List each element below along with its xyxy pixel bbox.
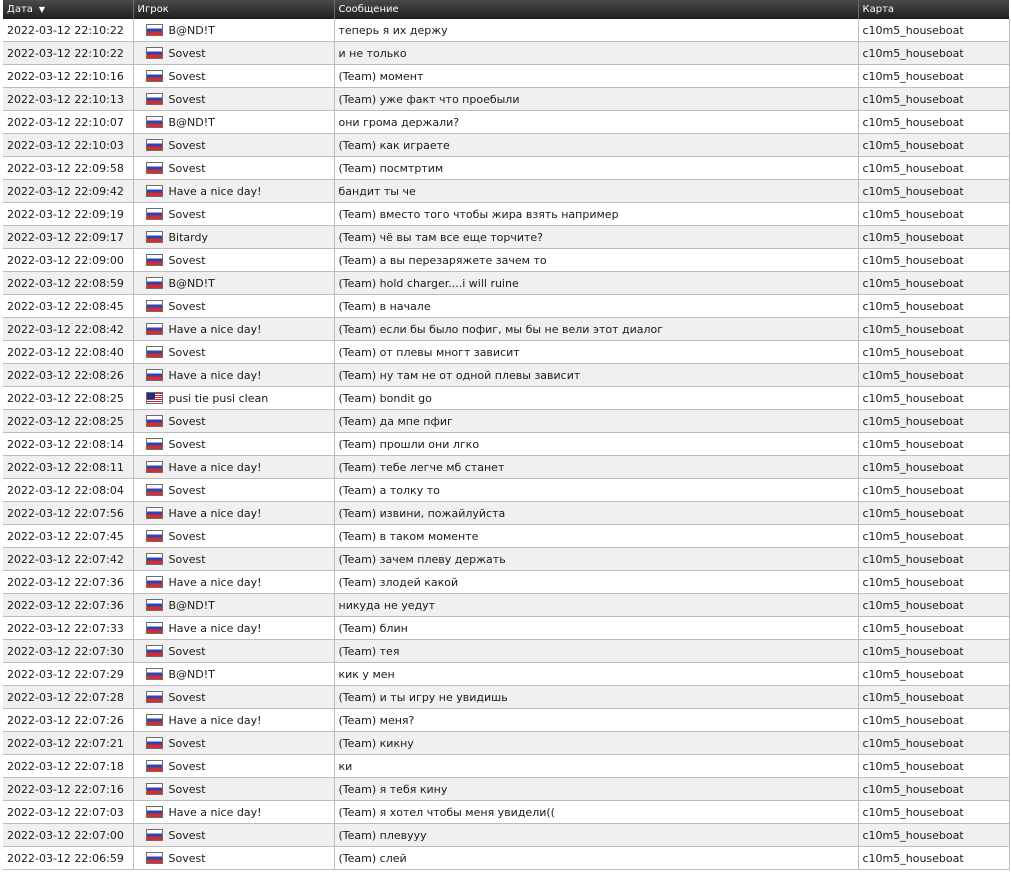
player-cell: [133, 433, 334, 456]
player-name-link[interactable]: B@ND!T: [168, 115, 215, 129]
russia-flag-icon: [146, 645, 163, 657]
map-cell: c10m5_houseboat: [858, 111, 1009, 134]
player-name-link[interactable]: pusi tie pusi clean: [168, 391, 269, 405]
date-cell: 2022-03-12 22:10:16: [3, 65, 133, 88]
date-cell: 2022-03-12 22:07:45: [3, 525, 133, 548]
russia-flag-icon: [146, 783, 163, 795]
date-cell: 2022-03-12 22:06:59: [3, 847, 133, 870]
player-name-link[interactable]: Sovest: [168, 736, 206, 750]
map-cell: c10m5_houseboat: [858, 594, 1009, 617]
player-cell: [133, 617, 334, 640]
map-cell: c10m5_houseboat: [858, 180, 1009, 203]
map-cell: c10m5_houseboat: [858, 571, 1009, 594]
player-cell: [133, 157, 334, 180]
map-cell: c10m5_houseboat: [858, 548, 1009, 571]
player-cell: [133, 88, 334, 111]
russia-flag-icon: [146, 185, 163, 197]
russia-flag-icon: [146, 116, 163, 128]
player-cell: [133, 525, 334, 548]
russia-flag-icon: [146, 231, 163, 243]
player-cell: [133, 479, 334, 502]
date-cell: 2022-03-12 22:10:07: [3, 111, 133, 134]
player-cell: [133, 686, 334, 709]
map-cell: c10m5_houseboat: [858, 433, 1009, 456]
malaysia-flag-icon: [146, 392, 163, 404]
russia-flag-icon: [146, 852, 163, 864]
player-cell: [133, 318, 334, 341]
message-cell: (Team) момент: [334, 65, 858, 88]
message-cell: (Team) да мпе пфиг: [334, 410, 858, 433]
table-row: [3, 778, 1009, 801]
russia-flag-icon: [146, 369, 163, 381]
player-name-link[interactable]: Bitardy: [168, 230, 208, 244]
message-cell: (Team) вместо того чтобы жира взять например: [334, 203, 858, 226]
date-cell: 2022-03-12 22:09:42: [3, 180, 133, 203]
date-cell: 2022-03-12 22:07:42: [3, 548, 133, 571]
map-cell: c10m5_houseboat: [858, 686, 1009, 709]
player-cell: [133, 709, 334, 732]
map-cell: c10m5_houseboat: [858, 732, 1009, 755]
map-cell: c10m5_houseboat: [858, 640, 1009, 663]
player-cell: [133, 387, 334, 410]
map-cell: c10m5_houseboat: [858, 479, 1009, 502]
message-cell: (Team) тебе легче мб станет: [334, 456, 858, 479]
message-cell: ки: [334, 755, 858, 778]
map-cell: c10m5_houseboat: [858, 19, 1009, 42]
table-row: [3, 640, 1009, 663]
map-cell: c10m5_houseboat: [858, 801, 1009, 824]
map-cell: c10m5_houseboat: [858, 847, 1009, 870]
player-cell: [133, 341, 334, 364]
date-cell: 2022-03-12 22:07:30: [3, 640, 133, 663]
russia-flag-icon: [146, 415, 163, 427]
player-cell: [133, 847, 334, 870]
russia-flag-icon: [146, 438, 163, 450]
russia-flag-icon: [146, 323, 163, 335]
player-cell: [133, 502, 334, 525]
message-cell: (Team) и ты игру не увидишь: [334, 686, 858, 709]
date-cell: 2022-03-12 22:08:40: [3, 341, 133, 364]
player-name-link[interactable]: Sovest: [168, 345, 206, 359]
header-row: [3, 0, 1009, 19]
map-cell: c10m5_houseboat: [858, 203, 1009, 226]
table-row: [3, 502, 1009, 525]
map-cell: c10m5_houseboat: [858, 456, 1009, 479]
date-cell: 2022-03-12 22:07:28: [3, 686, 133, 709]
date-cell: 2022-03-12 22:08:26: [3, 364, 133, 387]
chat-log-table: [3, 0, 1010, 870]
table-row: [3, 847, 1009, 870]
map-cell: c10m5_houseboat: [858, 824, 1009, 847]
date-cell: 2022-03-12 22:07:00: [3, 824, 133, 847]
column-header-date-label[interactable]: Дата: [7, 4, 33, 15]
message-cell: (Team) меня?: [334, 709, 858, 732]
russia-flag-icon: [146, 691, 163, 703]
player-cell: [133, 65, 334, 88]
russia-flag-icon: [146, 484, 163, 496]
table-row: [3, 88, 1009, 111]
date-cell: 2022-03-12 22:08:25: [3, 410, 133, 433]
russia-flag-icon: [146, 24, 163, 36]
date-cell: 2022-03-12 22:10:13: [3, 88, 133, 111]
player-cell: [133, 410, 334, 433]
date-cell: 2022-03-12 22:07:56: [3, 502, 133, 525]
player-cell: [133, 180, 334, 203]
table-row: [3, 249, 1009, 272]
message-cell: (Team) зачем плеву держать: [334, 548, 858, 571]
column-header-map[interactable]: [858, 0, 1009, 19]
player-name-link[interactable]: B@ND!T: [168, 23, 215, 37]
table-row: [3, 433, 1009, 456]
player-name-link[interactable]: Sovest: [168, 759, 206, 773]
table-row: [3, 548, 1009, 571]
table-row: [3, 663, 1009, 686]
map-cell: c10m5_houseboat: [858, 318, 1009, 341]
player-name-link[interactable]: Sovest: [168, 851, 206, 865]
russia-flag-icon: [146, 622, 163, 634]
map-cell: c10m5_houseboat: [858, 272, 1009, 295]
date-cell: 2022-03-12 22:07:16: [3, 778, 133, 801]
table-row: [3, 19, 1009, 42]
map-cell: c10m5_houseboat: [858, 88, 1009, 111]
russia-flag-icon: [146, 162, 163, 174]
date-cell: 2022-03-12 22:07:29: [3, 663, 133, 686]
player-cell: [133, 755, 334, 778]
map-cell: c10m5_houseboat: [858, 249, 1009, 272]
chat-log-panel: [3, 0, 1009, 870]
table-row: [3, 732, 1009, 755]
player-name-link[interactable]: Sovest: [168, 69, 206, 83]
player-cell: [133, 824, 334, 847]
message-cell: (Team) злодей какой: [334, 571, 858, 594]
message-cell: (Team) извини, пожайлуйста: [334, 502, 858, 525]
map-cell: c10m5_houseboat: [858, 364, 1009, 387]
player-name-link[interactable]: Have a nice day!: [168, 575, 262, 589]
russia-flag-icon: [146, 300, 163, 312]
table-body: [3, 19, 1009, 870]
russia-flag-icon: [146, 461, 163, 473]
map-cell: c10m5_houseboat: [858, 617, 1009, 640]
column-header-player[interactable]: [133, 0, 334, 19]
map-cell: c10m5_houseboat: [858, 525, 1009, 548]
player-name-link[interactable]: Have a nice day!: [168, 621, 262, 635]
message-cell: теперь я их держу: [334, 19, 858, 42]
player-cell: [133, 640, 334, 663]
player-cell: [133, 295, 334, 318]
date-cell: 2022-03-12 22:07:33: [3, 617, 133, 640]
message-cell: они грома держали?: [334, 111, 858, 134]
russia-flag-icon: [146, 829, 163, 841]
russia-flag-icon: [146, 93, 163, 105]
player-name-link[interactable]: Have a nice day!: [168, 368, 262, 382]
player-name-link[interactable]: Sovest: [168, 828, 206, 842]
player-name-link[interactable]: Sovest: [168, 207, 206, 221]
date-cell: 2022-03-12 22:09:00: [3, 249, 133, 272]
table-row: [3, 387, 1009, 410]
message-cell: (Team) как играете: [334, 134, 858, 157]
message-cell: (Team) блин: [334, 617, 858, 640]
player-name-link[interactable]: Sovest: [168, 437, 206, 451]
map-cell: c10m5_houseboat: [858, 387, 1009, 410]
russia-flag-icon: [146, 530, 163, 542]
player-name-link[interactable]: Sovest: [168, 552, 206, 566]
message-cell: (Team) прошли они лгко: [334, 433, 858, 456]
russia-flag-icon: [146, 737, 163, 749]
message-cell: (Team) плевууу: [334, 824, 858, 847]
date-cell: 2022-03-12 22:07:03: [3, 801, 133, 824]
player-cell: [133, 203, 334, 226]
date-cell: 2022-03-12 22:08:14: [3, 433, 133, 456]
player-name-link[interactable]: Sovest: [168, 644, 206, 658]
message-cell: никуда не уедут: [334, 594, 858, 617]
date-cell: 2022-03-12 22:08:11: [3, 456, 133, 479]
map-cell: c10m5_houseboat: [858, 709, 1009, 732]
message-cell: (Team) ну там не от одной плевы зависит: [334, 364, 858, 387]
player-name-link[interactable]: Sovest: [168, 46, 206, 60]
table-row: [3, 709, 1009, 732]
player-name-link[interactable]: B@ND!T: [168, 667, 215, 681]
date-cell: 2022-03-12 22:09:17: [3, 226, 133, 249]
player-cell: [133, 778, 334, 801]
player-name-link[interactable]: B@ND!T: [168, 276, 215, 290]
date-cell: 2022-03-12 22:08:45: [3, 295, 133, 318]
map-cell: c10m5_houseboat: [858, 341, 1009, 364]
player-cell: [133, 42, 334, 65]
player-cell: [133, 272, 334, 295]
message-cell: (Team) если бы было пофиг, мы бы не вели этот диалог: [334, 318, 858, 341]
table-row: [3, 318, 1009, 341]
player-cell: [133, 548, 334, 571]
player-name-link[interactable]: Sovest: [168, 782, 206, 796]
date-cell: 2022-03-12 22:08:42: [3, 318, 133, 341]
message-cell: (Team) кикну: [334, 732, 858, 755]
player-cell: [133, 594, 334, 617]
message-cell: (Team) чё вы там все еще торчите?: [334, 226, 858, 249]
map-cell: c10m5_houseboat: [858, 42, 1009, 65]
map-cell: c10m5_houseboat: [858, 134, 1009, 157]
table-row: [3, 203, 1009, 226]
player-cell: [133, 364, 334, 387]
russia-flag-icon: [146, 254, 163, 266]
date-cell: 2022-03-12 22:09:58: [3, 157, 133, 180]
column-header-map-label[interactable]: Карта: [862, 4, 895, 15]
table-row: [3, 134, 1009, 157]
table-row: [3, 456, 1009, 479]
message-cell: (Team) тея: [334, 640, 858, 663]
russia-flag-icon: [146, 760, 163, 772]
table-row: [3, 525, 1009, 548]
date-cell: 2022-03-12 22:08:59: [3, 272, 133, 295]
player-cell: [133, 249, 334, 272]
table-header: [3, 0, 1009, 19]
player-cell: [133, 571, 334, 594]
table-row: [3, 157, 1009, 180]
table-row: [3, 801, 1009, 824]
table-row: [3, 226, 1009, 249]
message-cell: бандит ты че: [334, 180, 858, 203]
player-name-link[interactable]: Sovest: [168, 529, 206, 543]
column-header-message[interactable]: [334, 0, 858, 19]
date-cell: 2022-03-12 22:07:36: [3, 594, 133, 617]
map-cell: c10m5_houseboat: [858, 778, 1009, 801]
message-cell: (Team) слей: [334, 847, 858, 870]
date-cell: 2022-03-12 22:08:04: [3, 479, 133, 502]
player-cell: [133, 732, 334, 755]
player-name-link[interactable]: B@ND!T: [168, 598, 215, 612]
table-row: [3, 341, 1009, 364]
player-name-link[interactable]: Sovest: [168, 138, 206, 152]
russia-flag-icon: [146, 553, 163, 565]
sort-descending-icon[interactable]: ▼: [38, 5, 46, 14]
date-cell: 2022-03-12 22:10:03: [3, 134, 133, 157]
map-cell: c10m5_houseboat: [858, 157, 1009, 180]
table-row: [3, 410, 1009, 433]
column-header-date[interactable]: [3, 0, 133, 19]
player-name-link[interactable]: Sovest: [168, 161, 206, 175]
player-cell: [133, 111, 334, 134]
russia-flag-icon: [146, 139, 163, 151]
message-cell: (Team) в начале: [334, 295, 858, 318]
russia-flag-icon: [146, 599, 163, 611]
map-cell: c10m5_houseboat: [858, 65, 1009, 88]
russia-flag-icon: [146, 346, 163, 358]
date-cell: 2022-03-12 22:09:19: [3, 203, 133, 226]
date-cell: 2022-03-12 22:10:22: [3, 42, 133, 65]
russia-flag-icon: [146, 208, 163, 220]
map-cell: c10m5_houseboat: [858, 226, 1009, 249]
date-cell: 2022-03-12 22:10:22: [3, 19, 133, 42]
russia-flag-icon: [146, 668, 163, 680]
player-cell: [133, 226, 334, 249]
map-cell: c10m5_houseboat: [858, 295, 1009, 318]
player-name-link[interactable]: Sovest: [168, 299, 206, 313]
message-cell: (Team) в таком моменте: [334, 525, 858, 548]
table-row: [3, 65, 1009, 88]
message-cell: (Team) hold charger....i will ruine: [334, 272, 858, 295]
player-cell: [133, 19, 334, 42]
russia-flag-icon: [146, 277, 163, 289]
table-row: [3, 295, 1009, 318]
message-cell: (Team) я тебя кину: [334, 778, 858, 801]
player-name-link[interactable]: Sovest: [168, 414, 206, 428]
russia-flag-icon: [146, 806, 163, 818]
map-cell: c10m5_houseboat: [858, 502, 1009, 525]
player-cell: [133, 801, 334, 824]
player-cell: [133, 456, 334, 479]
map-cell: c10m5_houseboat: [858, 663, 1009, 686]
russia-flag-icon: [146, 47, 163, 59]
message-cell: (Team) я хотел чтобы меня увидели((: [334, 801, 858, 824]
player-name-link[interactable]: Sovest: [168, 690, 206, 704]
table-row: [3, 111, 1009, 134]
table-row: [3, 364, 1009, 387]
table-row: [3, 479, 1009, 502]
table-row: [3, 617, 1009, 640]
player-name-link[interactable]: Have a nice day!: [168, 506, 262, 520]
table-row: [3, 686, 1009, 709]
table-row: [3, 824, 1009, 847]
column-header-message-label[interactable]: Сообщение: [338, 4, 399, 15]
message-cell: (Team) а толку то: [334, 479, 858, 502]
russia-flag-icon: [146, 714, 163, 726]
player-name-link[interactable]: Sovest: [168, 253, 206, 267]
date-cell: 2022-03-12 22:08:25: [3, 387, 133, 410]
message-cell: (Team) а вы перезаряжете зачем то: [334, 249, 858, 272]
message-cell: (Team) уже факт что проебыли: [334, 88, 858, 111]
column-header-player-label[interactable]: Игрок: [137, 4, 169, 15]
map-cell: c10m5_houseboat: [858, 410, 1009, 433]
player-name-link[interactable]: Have a nice day!: [168, 805, 262, 819]
table-row: [3, 571, 1009, 594]
message-cell: кик у мен: [334, 663, 858, 686]
russia-flag-icon: [146, 70, 163, 82]
message-cell: (Team) посмтртим: [334, 157, 858, 180]
date-cell: 2022-03-12 22:07:18: [3, 755, 133, 778]
table-row: [3, 594, 1009, 617]
date-cell: 2022-03-12 22:07:26: [3, 709, 133, 732]
table-row: [3, 180, 1009, 203]
player-name-link[interactable]: Have a nice day!: [168, 460, 262, 474]
message-cell: (Team) bondit go: [334, 387, 858, 410]
message-cell: и не только: [334, 42, 858, 65]
player-cell: [133, 663, 334, 686]
table-row: [3, 755, 1009, 778]
player-name-link[interactable]: Have a nice day!: [168, 322, 262, 336]
message-cell: (Team) от плевы многт зависит: [334, 341, 858, 364]
player-name-link[interactable]: Sovest: [168, 483, 206, 497]
russia-flag-icon: [146, 576, 163, 588]
player-name-link[interactable]: Have a nice day!: [168, 713, 262, 727]
table-row: [3, 42, 1009, 65]
date-cell: 2022-03-12 22:07:36: [3, 571, 133, 594]
player-name-link[interactable]: Sovest: [168, 92, 206, 106]
date-cell: 2022-03-12 22:07:21: [3, 732, 133, 755]
player-cell: [133, 134, 334, 157]
table-row: [3, 272, 1009, 295]
map-cell: c10m5_houseboat: [858, 755, 1009, 778]
russia-flag-icon: [146, 507, 163, 519]
player-name-link[interactable]: Have a nice day!: [168, 184, 262, 198]
